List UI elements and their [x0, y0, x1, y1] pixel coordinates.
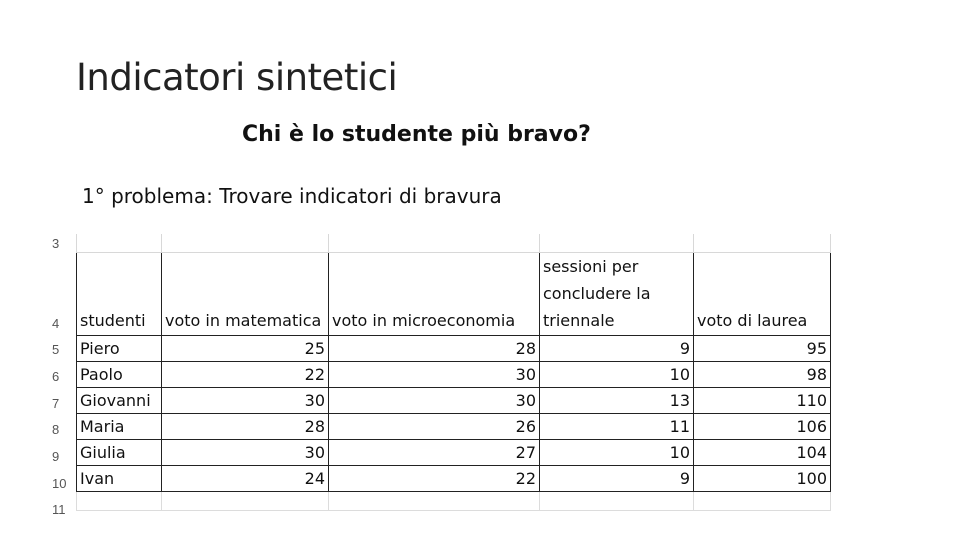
student-name: Piero	[77, 336, 162, 362]
empty-cell	[694, 492, 831, 511]
table-row	[77, 466, 831, 492]
header-row	[77, 253, 831, 336]
row-number: 5	[52, 342, 60, 357]
math-grade: 28	[162, 414, 329, 440]
table-row	[77, 388, 831, 414]
row-number: 10	[52, 476, 67, 491]
empty-row	[77, 492, 831, 511]
student-grades-table	[76, 234, 831, 511]
row-number: 11	[52, 502, 66, 516]
question-heading: Chi è lo studente più bravo?	[242, 122, 591, 147]
microeconomics-grade: 26	[329, 414, 540, 440]
math-grade: 25	[162, 336, 329, 362]
degree-grade: 104	[694, 440, 831, 466]
header-studenti: studenti	[77, 253, 162, 336]
row-number: 4	[52, 316, 60, 331]
row-number-column	[50, 234, 74, 516]
row-number: 8	[52, 422, 60, 437]
header-voto-matematica: voto in matematica	[162, 253, 329, 336]
empty-row	[77, 234, 831, 253]
header-voto-laurea: voto di laurea	[694, 253, 831, 336]
sessions-count: 10	[540, 440, 694, 466]
table-row	[77, 336, 831, 362]
student-name: Giovanni	[77, 388, 162, 414]
student-name: Paolo	[77, 362, 162, 388]
sessions-count: 9	[540, 466, 694, 492]
microeconomics-grade: 30	[329, 362, 540, 388]
microeconomics-grade: 28	[329, 336, 540, 362]
table-row	[77, 414, 831, 440]
empty-cell	[162, 234, 329, 253]
empty-cell	[77, 234, 162, 253]
row-number: 7	[52, 396, 60, 411]
row-number: 6	[52, 369, 60, 384]
empty-cell	[77, 492, 162, 511]
math-grade: 30	[162, 388, 329, 414]
empty-cell	[329, 492, 540, 511]
student-name: Giulia	[77, 440, 162, 466]
empty-cell	[540, 492, 694, 511]
sessions-count: 10	[540, 362, 694, 388]
student-name: Ivan	[77, 466, 162, 492]
degree-grade: 95	[694, 336, 831, 362]
math-grade: 22	[162, 362, 329, 388]
math-grade: 30	[162, 440, 329, 466]
row-number: 9	[52, 449, 60, 464]
header-voto-microeconomia: voto in microeconomia	[329, 253, 540, 336]
sessions-count: 9	[540, 336, 694, 362]
empty-cell	[329, 234, 540, 253]
row-number: 3	[52, 236, 60, 251]
microeconomics-grade: 22	[329, 466, 540, 492]
slide-title: Indicatori sintetici	[76, 56, 398, 99]
student-name: Maria	[77, 414, 162, 440]
empty-cell	[694, 234, 831, 253]
degree-grade: 98	[694, 362, 831, 388]
microeconomics-grade: 30	[329, 388, 540, 414]
empty-cell	[540, 234, 694, 253]
sessions-count: 11	[540, 414, 694, 440]
degree-grade: 100	[694, 466, 831, 492]
empty-cell	[162, 492, 329, 511]
degree-grade: 110	[694, 388, 831, 414]
table-row	[77, 440, 831, 466]
problem-statement: 1° problema: Trovare indicatori di bravura	[82, 184, 502, 208]
sessions-count: 13	[540, 388, 694, 414]
math-grade: 24	[162, 466, 329, 492]
spreadsheet-screenshot	[50, 234, 840, 516]
degree-grade: 106	[694, 414, 831, 440]
microeconomics-grade: 27	[329, 440, 540, 466]
table-row	[77, 362, 831, 388]
header-sessioni: sessioni per concludere la triennale	[540, 253, 694, 336]
